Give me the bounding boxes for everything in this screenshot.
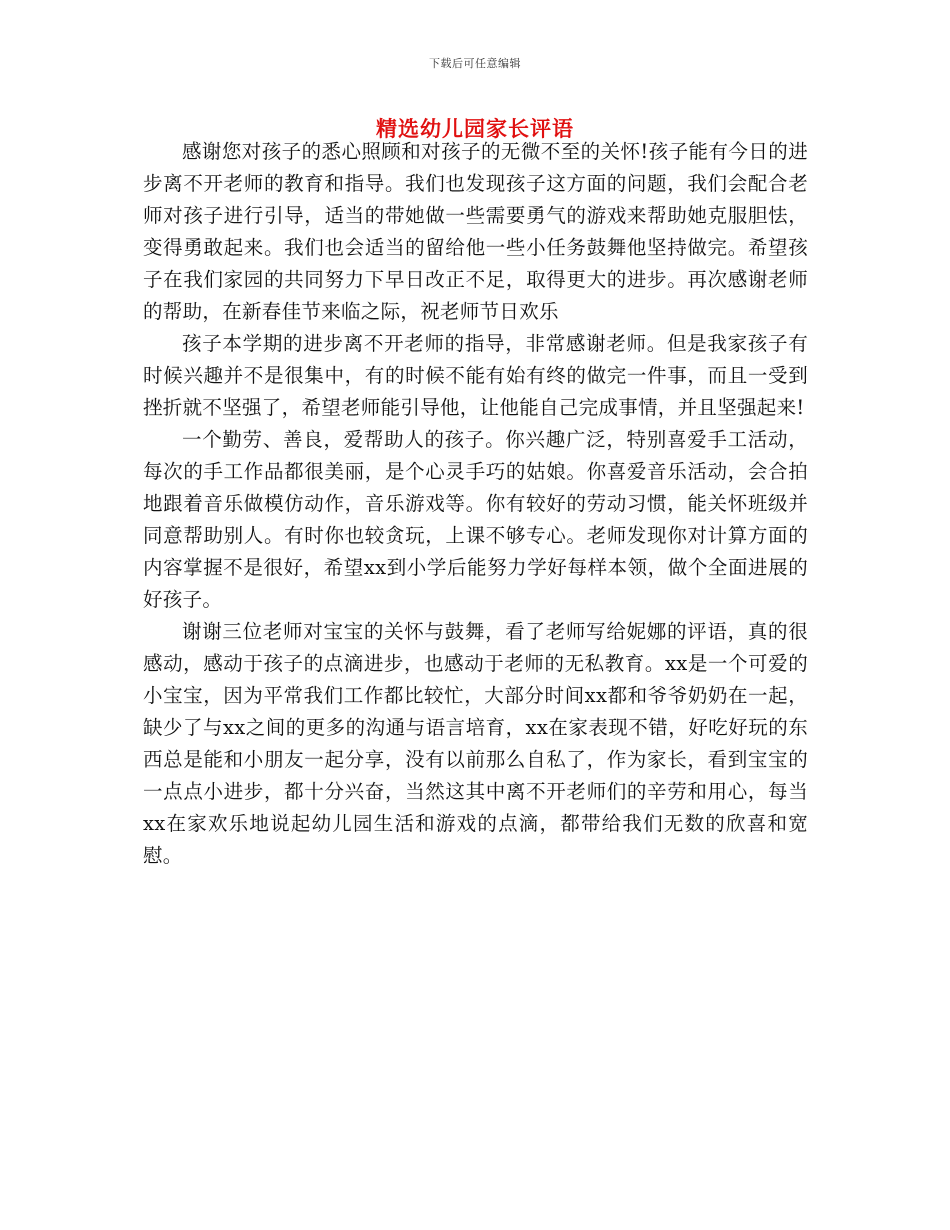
page-header-note: 下载后可任意编辑	[429, 57, 521, 70]
document-title: 精选幼儿园家长评语	[376, 116, 574, 141]
paragraph-2: 孩子本学期的进步离不开老师的指导，非常感谢老师。但是我家孩子有时候兴趣并不是很集中，有的时候不能有始有终的做完一件事，而且一受到挫折就不坚强了，希望老师能引导他，让他能自己完成事情，并且坚强起来!	[143, 332, 808, 419]
paragraph-3: 一个勤劳、善良，爱帮助人的孩子。你兴趣广泛，特别喜爱手工活动，每次的手工作品都很美丽，是个心灵手巧的姑娘。你喜爱音乐活动，会合拍地跟着音乐做模仿动作，音乐游戏等。你有较好的劳动习惯，能关怀班级并同意帮助别人。有时你也较贪玩，上课不够专心。老师发现你对计算方面的内容掌握不是很好，希望xx到小学后能努力学好每样本领，做个全面进展的好孩子。	[143, 428, 808, 611]
document-body	[143, 136, 808, 872]
paragraph-4: 谢谢三位老师对宝宝的关怀与鼓舞，看了老师写给妮娜的评语，真的很感动，感动于孩子的点滴进步，也感动于老师的无私教育。xx是一个可爱的小宝宝，因为平常我们工作都比较忙，大部分时间xx都和爷爷奶奶在一起，缺少了与xx之间的更多的沟通与语言培育，xx在家表现不错，好吃好玩的东西总是能和小朋友一起分享，没有以前那么自私了，作为家长，看到宝宝的一点点小进步，都十分兴奋，当然这其中离不开老师们的辛劳和用心，每当xx在家欢乐地说起幼儿园生活和游戏的点滴，都带给我们无数的欣喜和宽慰。	[143, 620, 808, 867]
paragraph-1: 感谢您对孩子的悉心照顾和对孩子的无微不至的关怀!孩子能有今日的进步离不开老师的教育和指导。我们也发现孩子这方面的问题，我们会配合老师对孩子进行引导，适当的带她做一些需要勇气的游戏来帮助她克服胆怯，变得勇敢起来。我们也会适当的留给他一些小任务鼓舞他坚持做完。希望孩子在我们家园的共同努力下早日改正不足，取得更大的进步。再次感谢老师的帮助，在新春佳节来临之际，祝老师节日欢乐	[143, 140, 808, 323]
